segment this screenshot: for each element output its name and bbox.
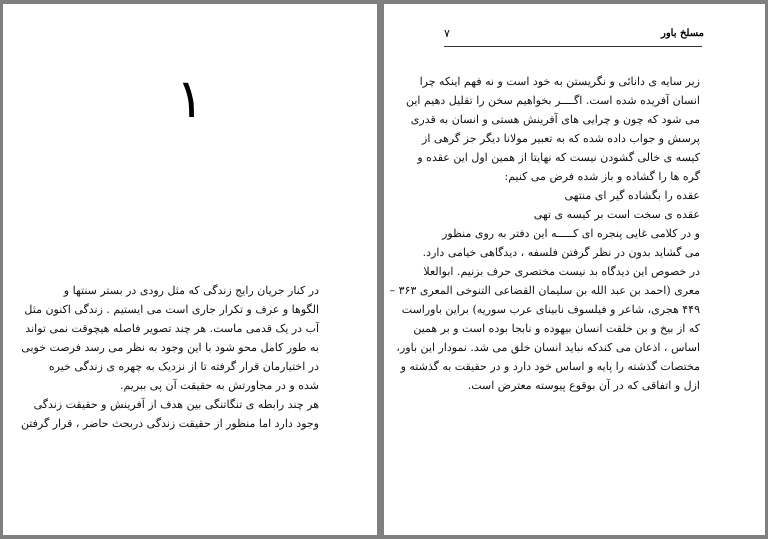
text-line: شده و در مجاورتش به حقیقت آن پی ببریم. [119,379,319,392]
text-line: زیر سایه ی دانائی و نگریستن به خود است و نه فهم اینکه چرا [419,75,700,88]
text-line: گره ها را گشاده و باز شده فرض می کنیم: [504,170,700,183]
text-line: الگوها و عرف و تکرار جاری است می ایستیم . زندگی اکنون مثل [24,303,319,316]
left-page-body [20,281,319,433]
text-line: در خصوص این دیدگاه بد نیست مختصری حرف بزنیم. ابوالعلا [423,265,700,278]
page-number: ۷ [444,27,450,40]
text-line: می گشاید بدون در نظر گرفتن فلسفه ، دیدگاهی خیامی دارد. [422,246,700,259]
verse-line: عقده ی سخت است بر کیسه ی تهی [533,208,700,221]
chapter-number: ۱ [175,67,205,130]
right-page-body [389,72,700,395]
text-line: معری (احمد بن عبد الله بن سلیمان القضاعی التنوخی المعری ۳۶۳ – [389,284,700,297]
text-line: به طور کامل محو شود با این وجود به نظر می رسد فرصت خوبی [21,341,319,354]
text-line: می شود که چون و چرایی های آفرینش هستی و انسان به قدری [410,113,700,126]
right-page [384,4,765,535]
text-line: انسان آفریده شده است. اگــــر بخواهیم سخن را تقلیل دهیم این [405,94,700,107]
verse-line: عقده را بگشاده گیر ای منتهی [564,189,700,202]
header-rule [444,46,702,47]
text-line: مختصات گذشته را پایه و اساس خود دارد و در حقیقت به گذشته و [400,360,700,373]
text-line: کیسه ی خالی گشودن نیست که نهایتا از همین اول این عقده و [417,151,700,164]
text-line: در کنار جریان رایج زندگی که مثل رودی در بستر سنتها و [63,284,319,297]
text-line: هر چند رابطه ی تنگاتنگی بین هدف از آفرینش و حقیقت زندگی [33,398,319,411]
text-line: که از بیخ و بن خلقت انسان بیهوده و نابجا بوده است و بر همین [413,322,700,335]
text-line: وجود دارد اما منظور از حقیقت زندگی دربحث حاضر ، قرار گرفتن [20,417,319,430]
text-line: و در کلامی غایی پنجره ای کـــــه این دفتر به روی منظور [442,227,700,240]
text-line: اساس ، اذعان می کندکه نباید انسان خلق می شد. نمودار این باور، [396,341,700,354]
text-line: در اختیارمان قرار گرفته تا از نزدیک به چهره ی زندگی خیره [48,360,319,373]
text-line: پرسش و جواب داده شده که به تعبیر مولانا دیگر جز گرهی از [422,132,700,145]
text-line: ازل و اتفاقی که در آن بوقوع پیوسته معترض است. [467,379,700,392]
text-line: ۴۴۹ هجری، شاعر و فیلسوف نابینای عرب سوریه) براین باوراست [401,303,700,316]
left-page [3,4,377,535]
running-title: مسلخ باور [660,28,704,39]
text-line: آب در یک قدمی ماست. هر چند تصویر فاصله هیچوقت نمی تواند [25,322,319,335]
